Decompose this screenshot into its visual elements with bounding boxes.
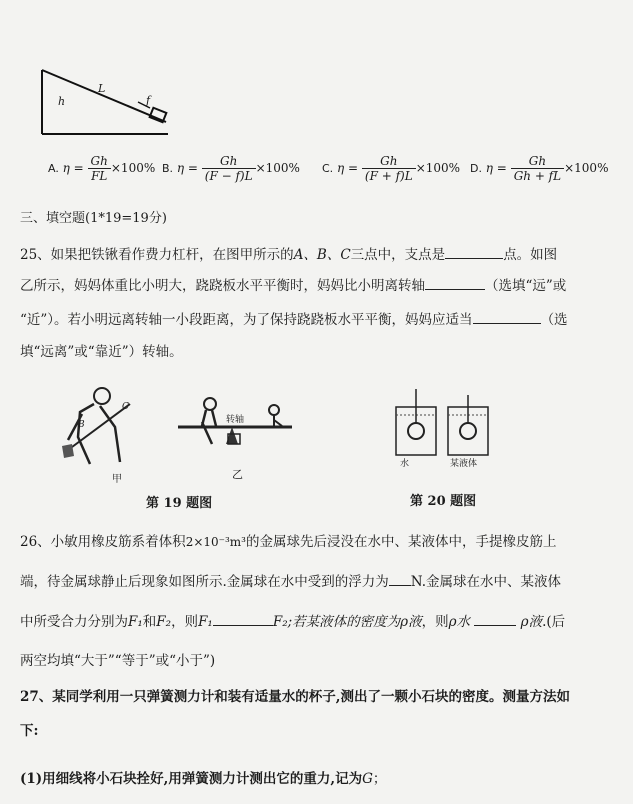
option-c-fraction: $\frac{Gh}{(F + f)L}$ <box>362 154 416 183</box>
option-a-fraction: $\frac{Gh}{FL}$ <box>88 154 111 183</box>
fig19-label-b: B <box>78 420 85 430</box>
option-d-fraction: $\frac{Gh}{Gh + fL}$ <box>511 154 564 183</box>
q25-line3: “近”）。若小明远离转轴一小段距离，为了保持跷跷板水平平衡，妈妈应适当 （选 <box>20 312 568 328</box>
fig20-label-water: 水 <box>400 459 410 469</box>
fig19-image <box>60 382 300 472</box>
q25-blank-3[interactable] <box>473 310 541 324</box>
q25-blank-1[interactable] <box>445 245 503 259</box>
q25-line2: 乙所示，妈妈体重比小明大，跷跷板水平平衡时，妈妈比小明离转轴 （选填“远”或 <box>20 278 567 294</box>
fig20-label-liquid: 某液体 <box>450 459 478 469</box>
incline-label-f: f <box>146 94 151 107</box>
section-heading: 三、填空题(1*19=19分) <box>20 211 167 226</box>
q27-line1: 27、某同学利用一只弹簧测力计和装有适量水的杯子,测出了一颗小石块的密度。测量方法如 <box>20 689 570 705</box>
fig20-image <box>388 385 498 465</box>
incline-label-h: h <box>58 95 66 108</box>
fig19-label-yi: 乙 <box>232 468 243 481</box>
fig19-label-jia: 甲 <box>112 474 122 485</box>
fig19-label-axis: 转轴 <box>226 415 245 425</box>
option-b-fraction: $\frac{Gh}{(F - f)L}$ <box>202 154 256 183</box>
option-a: A. η = $\frac{Gh}{FL}$ ×100% <box>48 154 156 183</box>
fig20-caption: 第 20 题图 <box>410 494 477 509</box>
option-c: C. η = $\frac{Gh}{(F + f)L}$ ×100% <box>322 154 461 183</box>
q27-step1: (1)用细线将小石块拴好,用弹簧测力计测出它的重力,记为G； <box>20 771 387 787</box>
q26-line3: 中所受合力分别为F₁和F₂，则F₁ F₂;若某液体的密度为ρ液，则ρ水 ρ液.(后 <box>20 614 566 630</box>
q26-blank-3[interactable] <box>474 612 516 626</box>
q27-line2: 下: <box>20 723 39 739</box>
incline-label-l: L <box>98 82 106 95</box>
q25-line4: 填“远离”或“靠近”）转轴。 <box>20 344 183 360</box>
q26-line4: 两空均填“大于”“等于”或“小于”) <box>20 653 216 669</box>
q26-blank-1[interactable] <box>389 572 411 586</box>
fig19-label-c: C <box>122 402 129 412</box>
q25-line1: 25、如果把铁锹看作费力杠杆，在图甲所示的A、B、C三点中，支点是 点。如图 <box>20 247 558 263</box>
fig19-caption: 第 19 题图 <box>146 496 213 511</box>
option-d: D. η = $\frac{Gh}{Gh + fL}$ ×100% <box>470 154 609 183</box>
q26-blank-2[interactable] <box>213 612 273 626</box>
q25-blank-2[interactable] <box>425 276 485 290</box>
q26-line1: 26、小敏用橡皮筋系着体积2×10⁻³m³的金属球先后浸没在水中、某液体中，手提橡皮筋上 <box>20 534 557 550</box>
q26-line2: 端，待金属球静止后现象如图所示.金属球在水中受到的浮力为 N.金属球在水中、某液体 <box>20 574 562 590</box>
option-b: B. η = $\frac{Gh}{(F - f)L}$ ×100% <box>162 154 300 183</box>
